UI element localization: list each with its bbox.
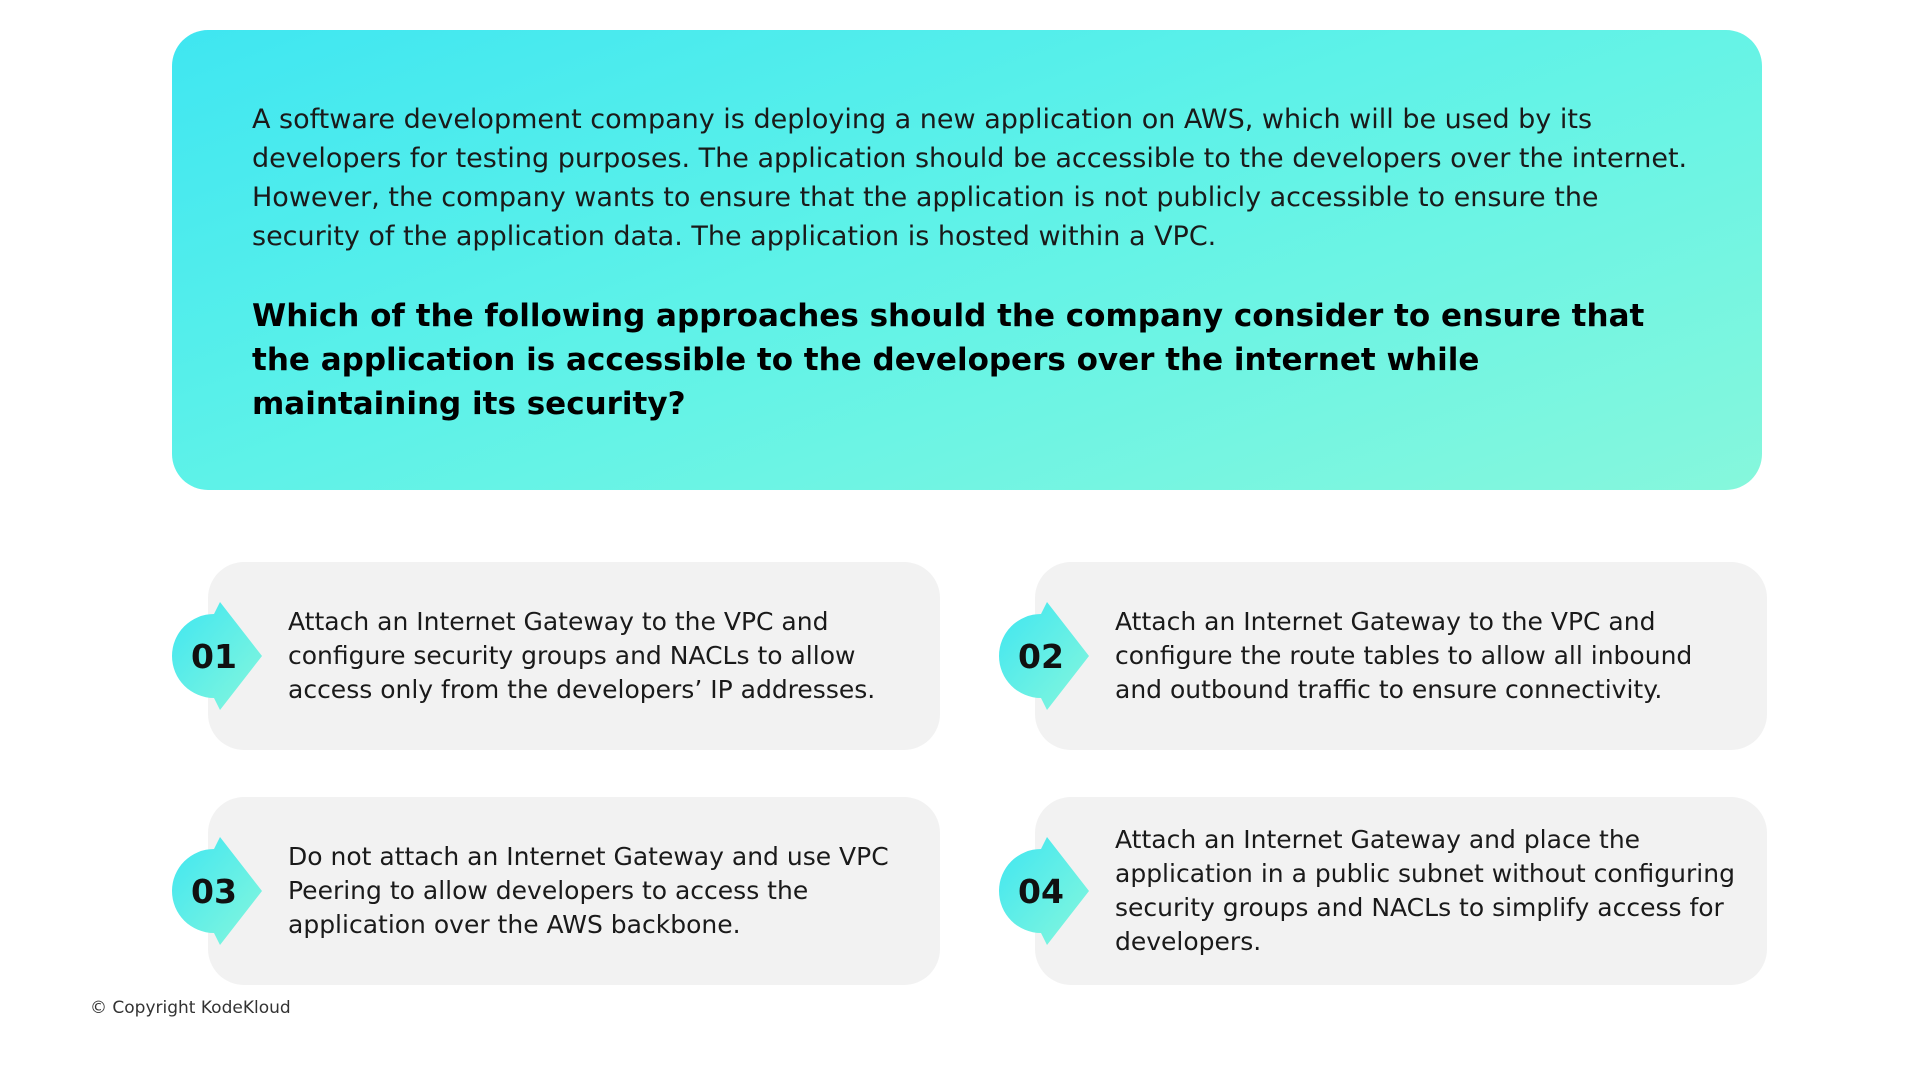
question-prompt: Which of the following approaches should the company consider to ensure that the application is accessible to the developers over the internet while maintaining its security?: [252, 298, 1645, 422]
option-badge-03: [172, 833, 272, 949]
option-card-01[interactable]: [191, 562, 940, 750]
option-card-02[interactable]: [1018, 562, 1767, 750]
question-card: [172, 30, 1762, 490]
option-number-02: 02: [1018, 636, 1064, 676]
option-number-04: 04: [1018, 871, 1064, 911]
option-card-03[interactable]: [191, 797, 940, 985]
copyright-footer: © Copyright KodeKloud: [90, 998, 291, 1018]
option-text-01: Attach an Internet Gateway to the VPC and configure security groups and NACLs to allow access only from the developers’ IP addresses.: [288, 607, 876, 704]
option-number-01: 01: [191, 636, 237, 676]
option-text-04: Attach an Internet Gateway and place the application in a public subnet without configuring security groups and NACLs to simplify access for developers.: [1115, 825, 1735, 956]
question-scenario: A software development company is deploying a new application on AWS, which will be used by its developers for testing purposes. The application should be accessible to the developers over the internet. However, the company wants to ensure that the application is not publicly accessible to ensure the security of the application data. The application is hosted within a VPC.: [252, 104, 1688, 252]
option-badge-02: [999, 598, 1099, 714]
option-number-03: 03: [191, 871, 237, 911]
option-text-03: Do not attach an Internet Gateway and use VPC Peering to allow developers to access the application over the AWS backbone.: [288, 842, 889, 939]
option-badge-01: [172, 598, 272, 714]
option-card-04[interactable]: [1018, 797, 1767, 985]
option-badge-04: [999, 833, 1099, 949]
option-text-02: Attach an Internet Gateway to the VPC and configure the route tables to allow all inbound and outbound traffic to ensure connectivity.: [1115, 607, 1693, 704]
